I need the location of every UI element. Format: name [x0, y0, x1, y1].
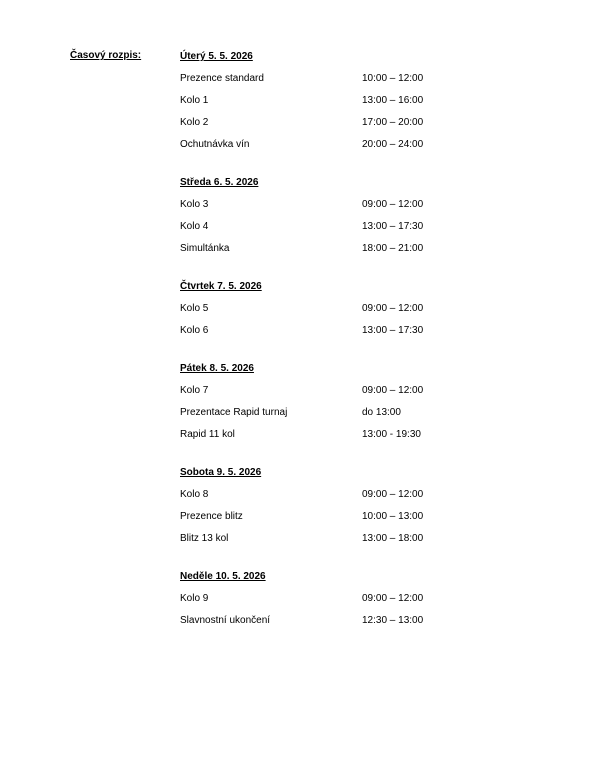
schedule-row	[180, 302, 480, 324]
schedule-row	[180, 116, 480, 138]
event-name: Prezence blitz	[180, 511, 243, 522]
schedule-row	[180, 614, 480, 636]
schedule-row	[180, 220, 480, 242]
day-title: Neděle 10. 5. 2026	[180, 571, 266, 582]
schedule-row	[180, 384, 480, 406]
day-title: Středa 6. 5. 2026	[180, 177, 259, 188]
day-block	[180, 50, 480, 160]
event-time: 13:00 - 19:30	[362, 429, 421, 440]
schedule-row	[180, 510, 480, 532]
day-title: Čtvrtek 7. 5. 2026	[180, 281, 262, 292]
event-time: 09:00 – 12:00	[362, 593, 424, 604]
schedule-row	[180, 324, 480, 346]
event-name: Kolo 3	[180, 199, 209, 210]
schedule-row	[180, 428, 480, 450]
day-block	[180, 280, 480, 346]
event-name: Blitz 13 kol	[180, 533, 229, 544]
schedule-row	[180, 138, 480, 160]
event-time: 09:00 – 12:00	[362, 303, 424, 314]
event-name: Slavnostní ukončení	[180, 615, 271, 626]
schedule-row	[180, 406, 480, 428]
event-name: Kolo 5	[180, 303, 209, 314]
schedule-row	[180, 242, 480, 264]
event-time: 12:30 – 13:00	[362, 615, 424, 626]
day-block	[180, 176, 480, 264]
event-time: 09:00 – 12:00	[362, 385, 424, 396]
event-name: Kolo 1	[180, 95, 209, 106]
event-name: Kolo 6	[180, 325, 209, 336]
day-title: Pátek 8. 5. 2026	[180, 363, 254, 374]
event-name: Kolo 4	[180, 221, 209, 232]
event-name: Ochutnávka vín	[180, 139, 250, 150]
day-block	[180, 362, 480, 450]
day-block	[180, 466, 480, 554]
event-time: 17:00 – 20:00	[362, 117, 424, 128]
event-name: Kolo 2	[180, 117, 209, 128]
schedule-row	[180, 532, 480, 554]
event-time: 13:00 – 17:30	[362, 221, 424, 232]
schedule-row	[180, 592, 480, 614]
event-name: Rapid 11 kol	[180, 429, 235, 440]
event-time: 18:00 – 21:00	[362, 243, 424, 254]
event-time: do 13:00	[362, 407, 401, 418]
event-name: Prezentace Rapid turnaj	[180, 407, 288, 418]
event-time: 13:00 – 16:00	[362, 95, 424, 106]
schedule-row	[180, 488, 480, 510]
event-name: Kolo 7	[180, 385, 209, 396]
event-name: Kolo 8	[180, 489, 209, 500]
event-name: Prezence standard	[180, 73, 264, 84]
event-time: 09:00 – 12:00	[362, 199, 424, 210]
schedule-row	[180, 198, 480, 220]
event-time: 13:00 – 18:00	[362, 533, 424, 544]
event-time: 13:00 – 17:30	[362, 325, 424, 336]
schedule	[180, 50, 480, 652]
day-title: Sobota 9. 5. 2026	[180, 467, 262, 478]
event-name: Simultánka	[180, 243, 230, 254]
schedule-label: Časový rozpis:	[70, 50, 142, 61]
schedule-row	[180, 72, 480, 94]
event-time: 10:00 – 13:00	[362, 511, 424, 522]
event-time: 09:00 – 12:00	[362, 489, 424, 500]
event-name: Kolo 9	[180, 593, 209, 604]
event-time: 10:00 – 12:00	[362, 73, 424, 84]
day-block	[180, 570, 480, 636]
event-time: 20:00 – 24:00	[362, 139, 424, 150]
schedule-row	[180, 94, 480, 116]
day-title: Úterý 5. 5. 2026	[180, 51, 253, 62]
